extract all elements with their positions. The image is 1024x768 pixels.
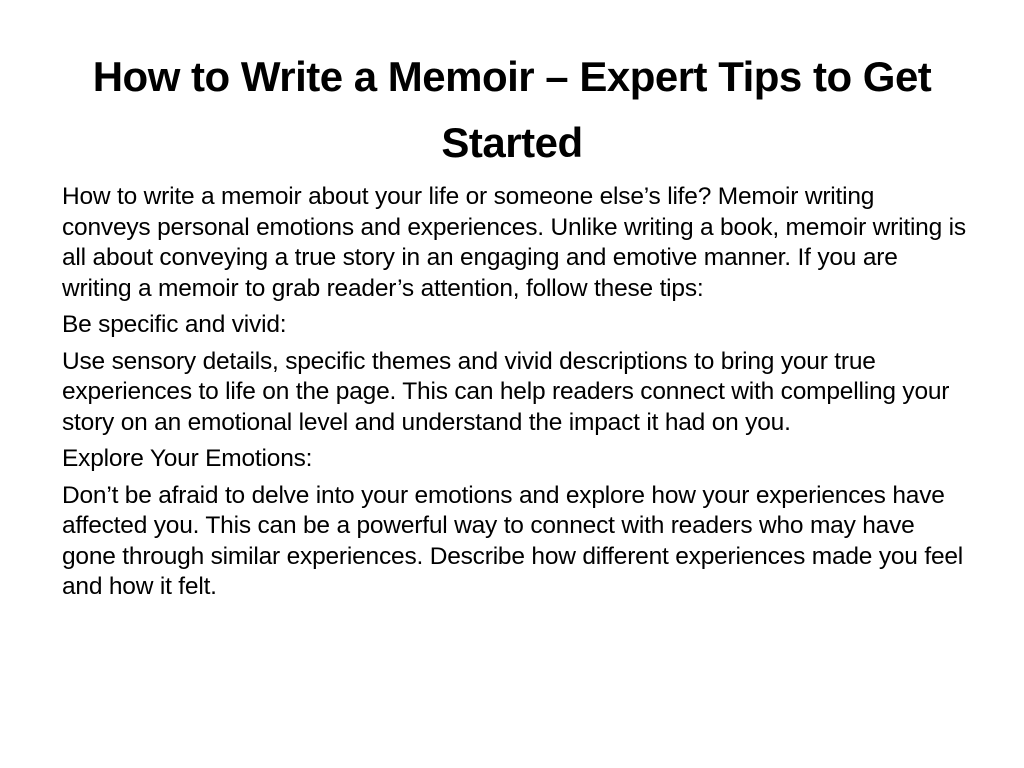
intro-paragraph: How to write a memoir about your life or someone else’s life? Memoir writing conveys personal emotions and experiences. Unlike writing a book, memoir writing is all about conveying a true story in an engaging and emotive manner. If you are writing a memoir to grab reader’s attention, follow these tips:: [62, 183, 966, 302]
tip-heading-explore-emotions: Explore Your Emotions:: [62, 445, 313, 472]
tip-text-specific-vivid: Use sensory details, specific themes and vivid descriptions to bring your true experiences to life on the page. This can help readers connect with compelling your story on an emotional level and understand the impact it had on you.: [62, 347, 950, 436]
slide-title: How to Write a Memoir – Expert Tips to Get Started: [92, 53, 932, 167]
slide-body: [62, 182, 967, 609]
tip-heading-specific-vivid: Be specific and vivid:: [62, 311, 287, 338]
tip-text-explore-emotions: Don’t be afraid to delve into your emotions and explore how your experiences have affected you. This can be a powerful way to connect with readers who may have gone through similar experiences. Describe how different experiences made you feel and how it felt.: [62, 481, 964, 600]
